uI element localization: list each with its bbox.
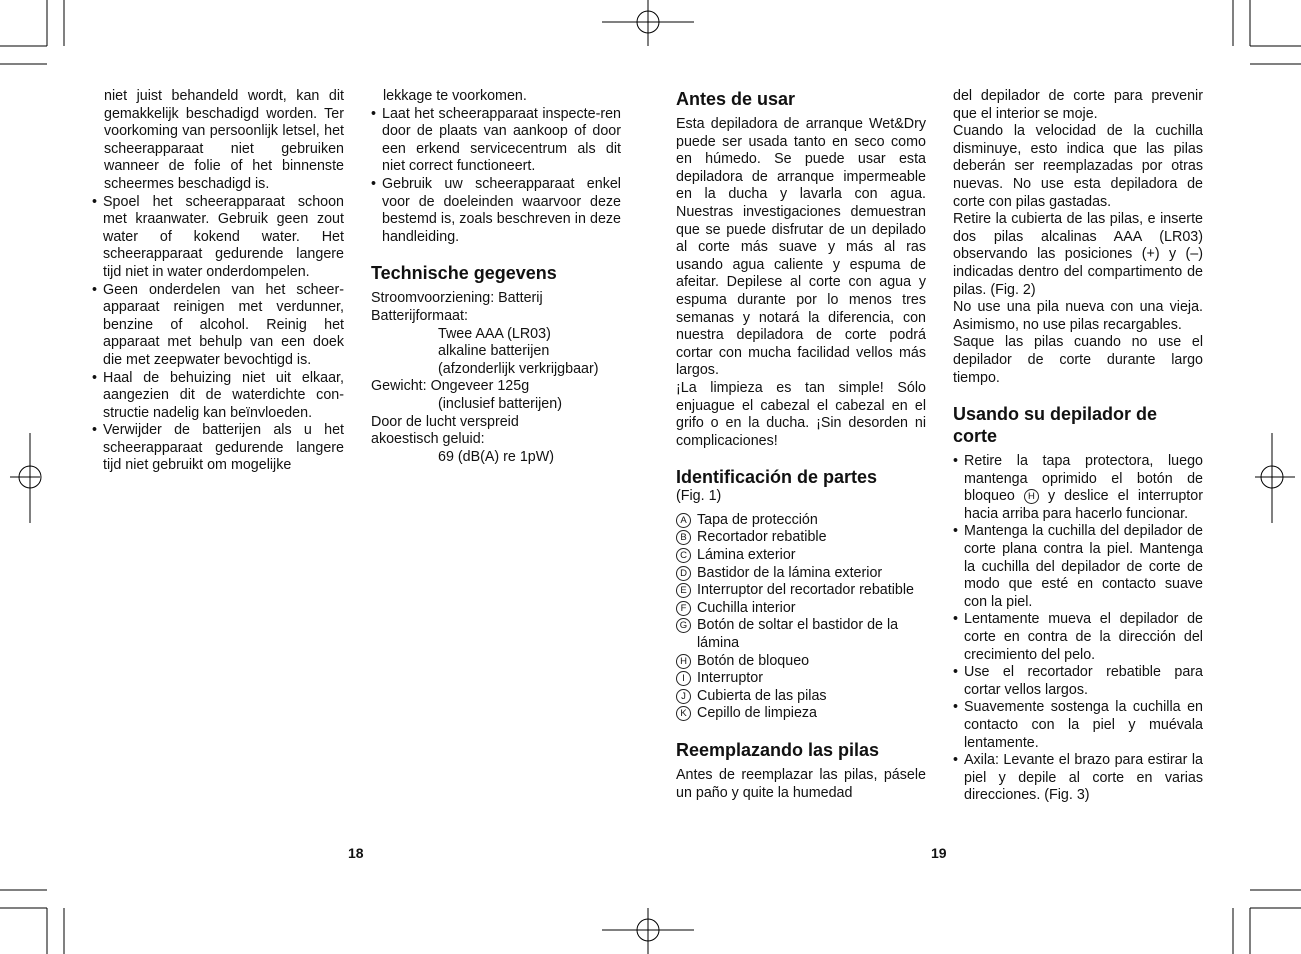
part-label: Interruptor del recortador rebatible — [697, 582, 914, 599]
safety-bullet-list-2 — [371, 106, 621, 247]
letter-e-icon: E — [676, 583, 691, 598]
part-label: Cuchilla interior — [697, 599, 796, 616]
parts-fig-ref: (Fig. 1) — [676, 488, 722, 505]
part-item — [676, 653, 926, 671]
replace-batteries-paragraph: Antes de reemplazar las pilas, pásele un paño y quite la humedad — [676, 767, 926, 801]
letter-a-icon: A — [676, 513, 691, 528]
before-use-paragraph: ¡La limpieza es tan simple! Sólo enjuague el cabezal el cabezal en el grifo o en la ducha. ¡Sin desorden ni complicaciones! — [676, 379, 926, 449]
battery-paragraph: Retire la cubierta de las pilas, e inserte dos pilas alcalinas AAA (LR03) observando las posiciones (+) y (–) indicadas dentro del compartimento de pilas. (Fig. 2) — [953, 211, 1203, 298]
continued-paragraph: del depilador de corte para prevenir que el interior se moje. — [953, 88, 1203, 122]
letter-b-icon: B — [676, 530, 691, 545]
spanish-column-2 — [953, 88, 1203, 805]
dutch-column-1 — [92, 88, 344, 475]
tech-specs-heading: Technische gegevens — [371, 263, 557, 284]
bullet-text: Retire la tapa protectora, luego mantenga oprimido el botón de bloqueo — [964, 453, 1203, 505]
part-item — [676, 617, 926, 652]
part-item — [676, 670, 926, 688]
before-use-heading: Antes de usar — [676, 89, 796, 109]
part-item — [676, 600, 926, 618]
spec-format-value: alkaline batterijen — [438, 343, 550, 360]
part-item — [676, 529, 926, 547]
letter-j-icon: J — [676, 689, 691, 704]
bullet-item: • Axila: Levante el brazo para estirar la piel y depile al corte en varias direcciones. (Fig. 3) — [953, 752, 1203, 805]
part-label: Tapa de protección — [697, 511, 818, 528]
bullet-item: • Spoel het scheerapparaat schoon met kraanwater. Gebruik geen zout water of kokend water. Het scheerapparaat gedurende langere tijd niet in water onderdompelen. — [92, 194, 344, 282]
battery-paragraph: Saque las pilas cuando no use el depilador de corte durante largo tiempo. — [953, 334, 1203, 386]
bullet-item: • Lentamente mueva el depilador de corte en contra de la dirección del crecimiento del pelo. — [953, 611, 1203, 664]
letter-f-icon: F — [676, 601, 691, 616]
letter-c-icon: C — [676, 548, 691, 563]
bullet-item: • Gebruik uw scheerapparaat enkel voor de doeleinden waarvoor deze bestemd is, zoals beschreven in deze handleiding. — [371, 176, 621, 246]
part-item — [676, 582, 926, 600]
letter-h-icon: H — [676, 654, 691, 669]
part-item — [676, 547, 926, 565]
battery-paragraph: No use una pila nueva con una vieja. Asimismo, no use pilas recargables. — [953, 299, 1203, 333]
bullet-item: • Haal de behuizing niet uit elkaar, aangezien dit de waterdichte con-structie nadelig kan beïnvloeden. — [92, 370, 344, 423]
part-label: Recortador rebatible — [697, 529, 827, 546]
spec-format-label: Batterijformaat: — [371, 307, 468, 324]
part-item — [676, 565, 926, 583]
part-label: Bastidor de la lámina exterior — [697, 564, 883, 581]
spec-weight: Gewicht: Ongeveer 125g — [371, 378, 530, 395]
spanish-column-1 — [676, 88, 926, 802]
bullet-item: • Verwijder de batterijen als u het scheerapparaat gedurende langere tijd niet gebruikt om mogelijke — [92, 422, 344, 475]
intro-paragraph: niet juist behandeld wordt, kan dit gemakkelijk beschadigd worden. Ter voorkoming van persoonlijk letsel, het scheerapparaat niet gebruiken wanneer de folie of het binnenste scheermes beschadigd is. — [104, 88, 344, 192]
part-item — [676, 512, 926, 530]
spec-weight-note: (inclusief batterijen) — [438, 395, 562, 412]
page-number: 19 — [931, 845, 947, 861]
spec-format-value: Twee AAA (LR03) — [438, 325, 551, 342]
before-use-paragraph: Esta depiladora de arranque Wet&Dry puede ser usada tanto en seco como en húmedo. Se puede usar esta depiladora de arranque impermeable en la ducha y lavarla con agua. Nuestras investigaciones demuestran que se puede disfrutar de un depilado al corte más suave y más al ras usando agua caliente y espuma de afeitar. Depilese al corte con agua y espuma durante por lo menos tres semanas y notará la diferencia, con nuestra depiladora de corte podrá cortar con mucha facilidad vellos más largos. — [676, 116, 926, 379]
part-label: Botón de soltar el bastidor de la lámina — [697, 617, 899, 652]
part-label: Interruptor — [697, 670, 763, 687]
dutch-column-2 — [371, 88, 621, 466]
safety-bullet-list — [92, 194, 344, 476]
letter-i-icon: I — [676, 671, 691, 686]
part-label: Botón de bloqueo — [697, 652, 810, 669]
part-label: Cepillo de limpieza — [697, 705, 817, 722]
letter-h-icon: H — [1024, 489, 1039, 504]
bullet-item: • Laat het scheerapparaat inspecte-ren door de plaats van aankoop of door een erkend servicecentrum als dit niet correct functioneert. — [371, 106, 621, 176]
letter-k-icon: K — [676, 706, 691, 721]
using-heading: Usando su depilador de corte — [953, 404, 1158, 447]
part-item — [676, 705, 926, 723]
bullet-item: • Mantenga la cuchilla del depilador de corte plana contra la piel. Mantenga la cuchilla del depilador de corte de modo que esté en contacto suave con la piel. — [953, 523, 1203, 611]
spec-power: Stroomvoorziening: Batterij — [371, 290, 543, 307]
part-item — [676, 688, 926, 706]
spec-format-value: (afzonderlijk verkrijgbaar) — [438, 360, 599, 377]
parts-list — [676, 512, 926, 723]
continued-paragraph: lekkage te voorkomen. — [383, 88, 527, 104]
usage-bullet-list — [953, 453, 1203, 805]
replace-batteries-heading: Reemplazando las pilas — [676, 740, 880, 760]
spec-noise-label: akoestisch geluid: — [371, 431, 485, 448]
page-number: 18 — [348, 845, 364, 861]
bullet-item: • Use el recortador rebatible para cortar vellos largos. — [953, 664, 1203, 699]
letter-d-icon: D — [676, 566, 691, 581]
letter-g-icon: G — [676, 618, 691, 633]
battery-paragraph: Cuando la velocidad de la cuchilla disminuye, esto indica que las pilas deberán ser reemplazadas por otras nuevas. No use esta depiladora de corte con pilas gastadas. — [953, 123, 1203, 210]
parts-heading: Identificación de partes — [676, 467, 878, 488]
bullet-item: • Suavemente sostenga la cuchilla en contacto con la piel y muévala lentamente. — [953, 699, 1203, 752]
part-label: Lámina exterior — [697, 547, 796, 564]
bullet-item: • Geen onderdelen van het scheer-apparaat reinigen met verdunner, benzine of alcohol. Reinig het apparaat met behulp van een doek die met zeepwater bevochtigd is. — [92, 282, 344, 370]
part-label: Cubierta de las pilas — [697, 687, 827, 704]
spec-noise-value: 69 (dB(A) re 1pW) — [438, 448, 554, 465]
bullet-text: y deslice el interruptor hacia arriba para hacerlo funcionar. — [964, 488, 1203, 522]
bullet-item — [953, 453, 1203, 523]
spec-noise-label: Door de lucht verspreid — [371, 413, 519, 430]
